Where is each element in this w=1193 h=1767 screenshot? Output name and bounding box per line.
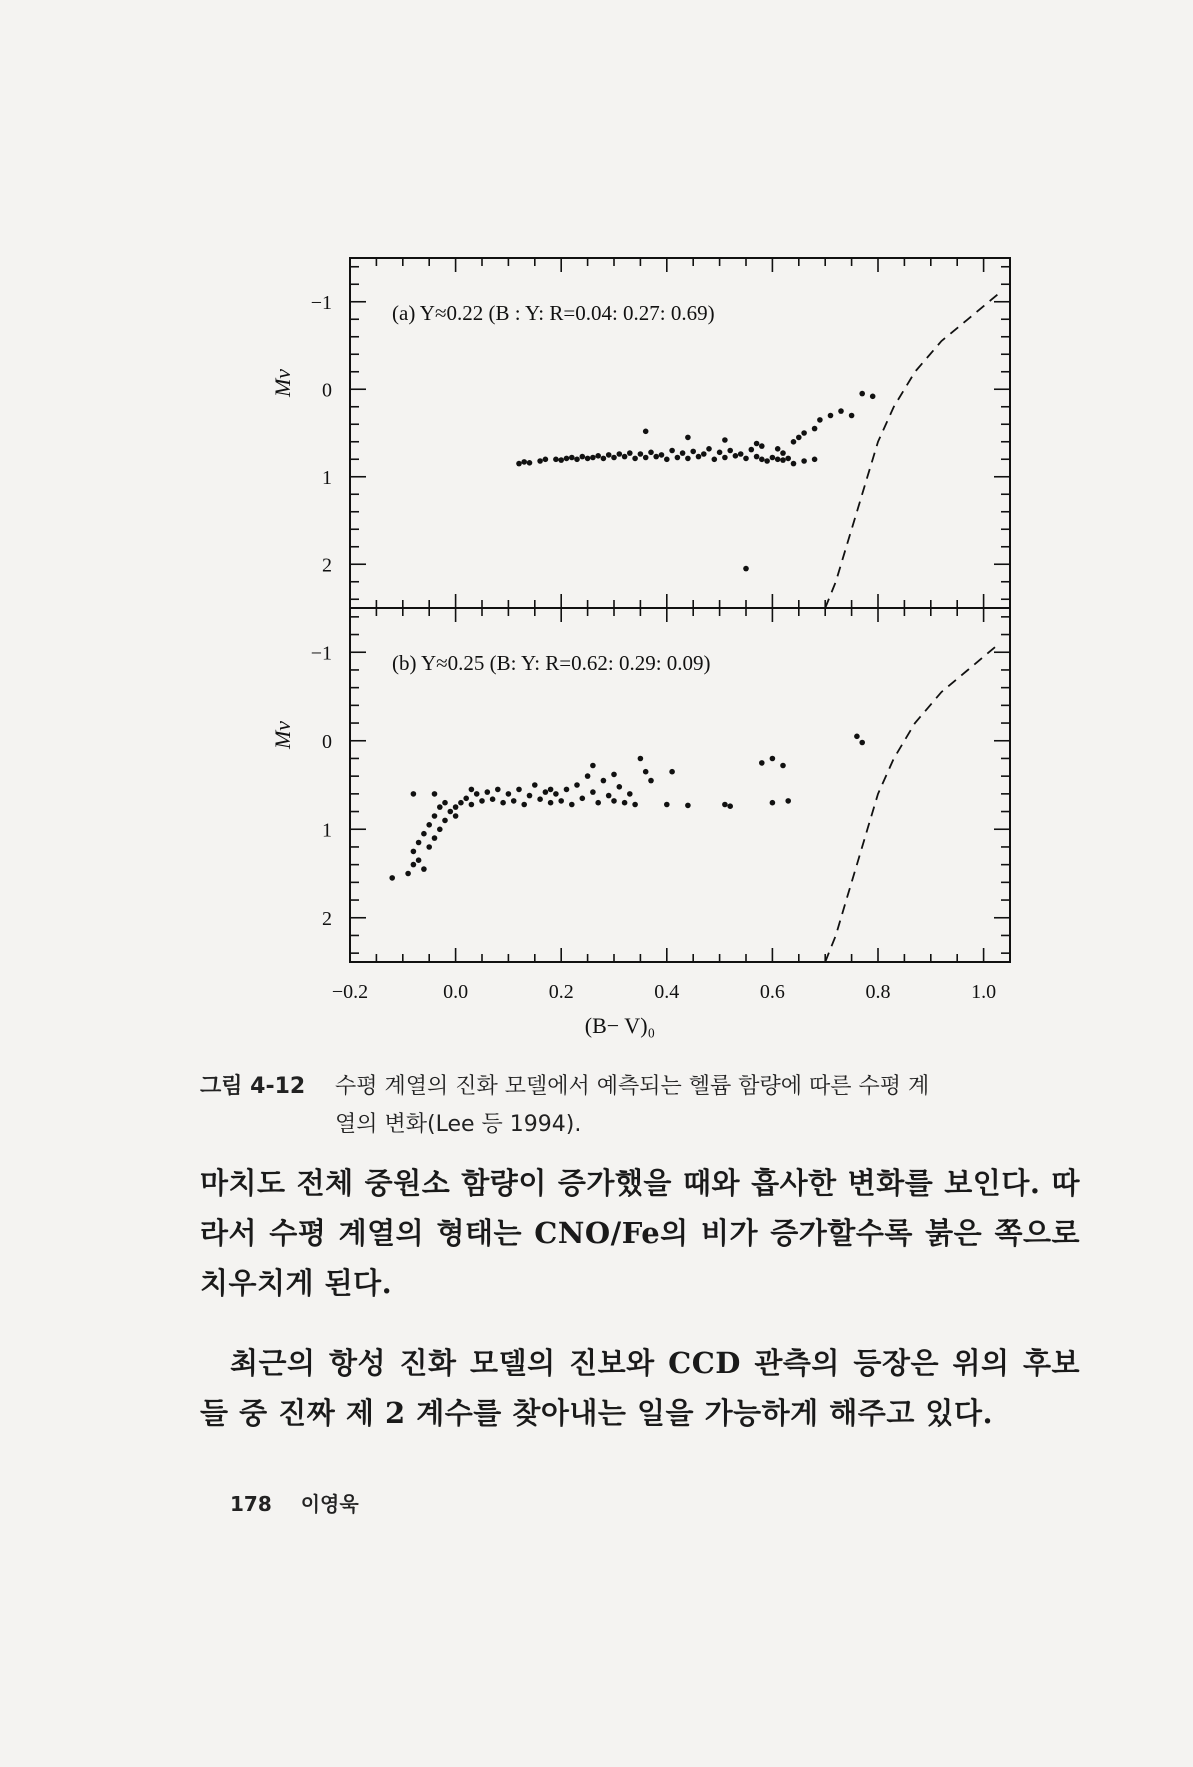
panel-b-data-point xyxy=(590,789,596,795)
panel-a-data-point xyxy=(617,451,623,457)
panel-b-data-point xyxy=(453,804,459,810)
x-axis-title: (B− V)₀ xyxy=(584,1013,656,1038)
panel-b-data-point xyxy=(421,866,427,872)
panel-b-data-point xyxy=(664,802,670,808)
panel-b-data-point xyxy=(648,778,654,784)
panel-a-data-point xyxy=(516,461,522,467)
panel-b-data-point xyxy=(442,800,448,806)
author-name: 이영욱 xyxy=(300,1492,359,1516)
panel-b-data-point xyxy=(453,813,459,819)
panel-a-data-point xyxy=(828,413,834,419)
page-number: 178 xyxy=(230,1492,272,1516)
x-tick-label: 0.8 xyxy=(865,981,891,1003)
panel-a-ytick-label: −1 xyxy=(310,291,332,314)
panel-b-ytick-label: 2 xyxy=(322,907,332,930)
panel-a-data-point xyxy=(558,457,564,463)
panel-b-data-point xyxy=(495,787,501,793)
panel-a-data-point xyxy=(738,451,744,457)
panel-b-data-point xyxy=(564,787,570,793)
panel-a-data-point xyxy=(785,456,791,462)
panel-b-data-point xyxy=(622,800,628,806)
panel-b-data-point xyxy=(405,871,411,877)
panel-b-data-point xyxy=(580,796,586,802)
panel-a-data-point xyxy=(675,455,681,461)
panel-b-data-point xyxy=(643,769,649,775)
panel-b-data-point xyxy=(780,763,786,769)
panel-b-data-point xyxy=(759,760,765,766)
panel-b-data-point xyxy=(469,787,475,793)
panel-b-data-point xyxy=(448,809,454,815)
panel-b-data-point xyxy=(611,798,617,804)
panel-a-data-point xyxy=(696,454,702,460)
panel-a-data-point xyxy=(775,457,781,463)
panel-a-data-point xyxy=(743,456,749,462)
panel-a-data-point xyxy=(685,435,691,441)
panel-a-data-point xyxy=(775,446,781,452)
panel-a-data-point xyxy=(770,455,776,461)
panel-a-data-point xyxy=(643,429,649,435)
x-tick-label: 0.4 xyxy=(654,981,680,1003)
figure-caption xyxy=(200,1068,1080,1144)
panel-b-dashed-curve xyxy=(825,643,999,962)
panel-b-data-point xyxy=(437,804,443,810)
panel-a-data-point xyxy=(638,451,644,457)
panel-b-data-point xyxy=(532,782,538,788)
panel-a-data-point xyxy=(733,453,739,459)
x-tick-label: 0.6 xyxy=(759,981,785,1003)
panel-b-data-point xyxy=(770,756,776,762)
panel-b-data-point xyxy=(627,791,633,797)
panel-b-data-point xyxy=(569,802,575,808)
panel-a-data-point xyxy=(595,453,601,459)
panel-b-data-point xyxy=(638,756,644,762)
panel-a-data-point xyxy=(553,457,559,463)
panel-a-data-point xyxy=(722,437,728,443)
panel-b-data-point xyxy=(437,827,443,833)
x-tick-label: 0.0 xyxy=(443,981,469,1003)
panel-a-data-point xyxy=(764,458,770,464)
panel-b-data-point xyxy=(590,763,596,769)
panel-b-data-point xyxy=(548,787,554,793)
panel-b-data-point xyxy=(558,798,564,804)
panel-a-data-point xyxy=(564,456,570,462)
panel-a-data-point xyxy=(590,455,596,461)
panel-b-data-point xyxy=(479,798,485,804)
panel-a-data-point xyxy=(780,457,786,463)
panel-a-data-point xyxy=(701,451,707,457)
panel-b-data-point xyxy=(521,802,527,808)
panel-a-data-point xyxy=(759,457,765,463)
panel-b-data-point xyxy=(432,813,438,819)
panel-a-annotation: (a) Y≈0.22 (B : Y: R=0.04: 0.27: 0.69) xyxy=(392,301,715,325)
panel-a-ytick-label: 0 xyxy=(322,379,332,402)
panel-b-data-point xyxy=(859,740,865,746)
panel-a-data-point xyxy=(527,460,533,466)
panel-b-ylabel: Mv xyxy=(270,720,295,750)
panel-a-data-point xyxy=(664,457,670,463)
panel-a-data-point xyxy=(569,455,575,461)
panel-a-data-point xyxy=(743,566,749,572)
panel-b-data-point xyxy=(506,791,512,797)
panel-b-data-point xyxy=(463,796,469,802)
caption-line-1: 수평 계열의 진화 모델에서 예측되는 헬륨 함량에 따른 수평 계 xyxy=(335,1074,930,1099)
panel-a-data-point xyxy=(801,458,807,464)
panel-a-data-point xyxy=(690,449,696,455)
panel-a-data-point xyxy=(606,452,612,458)
panel-b-data-point xyxy=(485,789,491,795)
panel-b-data-point xyxy=(469,802,475,808)
panel-a-data-point xyxy=(859,391,865,397)
panel-a-ylabel: Mv xyxy=(270,368,295,398)
panel-b-data-point xyxy=(537,796,543,802)
panel-a-data-point xyxy=(585,456,591,462)
panel-b xyxy=(270,608,1010,962)
panel-b-data-point xyxy=(585,773,591,779)
panel-b-data-point xyxy=(543,789,549,795)
panel-b-ytick-label: 0 xyxy=(322,730,332,753)
panel-b-data-point xyxy=(411,791,417,797)
panel-b-data-point xyxy=(854,734,860,740)
caption-line-2: 열의 변화(Lee 등 1994). xyxy=(335,1112,582,1137)
panel-b-data-point xyxy=(490,796,496,802)
panel-a-data-point xyxy=(812,457,818,463)
panel-a-data-point xyxy=(537,458,543,464)
panel-b-data-point xyxy=(727,803,733,809)
panel-b-data-point xyxy=(553,791,559,797)
panel-a-data-point xyxy=(791,461,797,467)
panel-b-ytick-label: 1 xyxy=(322,819,332,842)
panel-b-ytick-label: −1 xyxy=(310,642,332,665)
panel-a-data-point xyxy=(759,443,765,449)
panel-b-data-point xyxy=(426,844,432,850)
x-tick-label: 1.0 xyxy=(971,981,997,1003)
panel-a-ytick-label: 2 xyxy=(322,554,332,577)
panel-a-dashed-curve xyxy=(825,293,999,608)
panel-b-data-point xyxy=(632,802,638,808)
panel-a-data-point xyxy=(580,454,586,460)
panel-b-data-point xyxy=(785,798,791,804)
panel-b-data-point xyxy=(411,849,417,855)
panel-a-data-point xyxy=(685,456,691,462)
panel-a-data-point xyxy=(659,452,665,458)
panel-a xyxy=(270,258,1010,608)
panel-b-data-point xyxy=(548,800,554,806)
panel-a-data-point xyxy=(838,408,844,414)
panel-b-data-point xyxy=(511,798,517,804)
panel-a-data-point xyxy=(521,459,527,465)
x-tick-label: −0.2 xyxy=(331,981,369,1003)
panel-a-data-point xyxy=(749,447,755,453)
panel-b-data-point xyxy=(516,787,522,793)
panel-a-data-point xyxy=(648,450,654,456)
panel-a-data-point xyxy=(574,457,580,463)
panel-a-data-point xyxy=(653,454,659,460)
panel-b-data-point xyxy=(617,784,623,790)
x-tick-labels xyxy=(332,981,996,1003)
panel-b-data-point xyxy=(411,862,417,868)
panel-b-data-point xyxy=(669,769,675,775)
panel-a-data-point xyxy=(754,454,760,460)
panel-a-data-point xyxy=(780,450,786,456)
panel-a-data-point xyxy=(680,450,686,456)
panel-a-ytick-label: 1 xyxy=(322,466,332,489)
panel-b-data-point xyxy=(685,803,691,809)
panel-a-data-point xyxy=(849,413,855,419)
panel-a-data-point xyxy=(712,457,718,463)
panel-a-data-point xyxy=(870,394,876,400)
panel-a-data-point xyxy=(622,454,628,460)
panel-a-data-point xyxy=(643,455,649,461)
panel-a-data-point xyxy=(706,446,712,452)
panel-b-data-point xyxy=(474,791,480,797)
panel-a-data-point xyxy=(812,426,818,432)
panel-a-data-point xyxy=(543,457,549,463)
panel-a-data-point xyxy=(717,450,723,456)
panel-b-data-point xyxy=(611,772,617,778)
panel-b-data-point xyxy=(426,822,432,828)
panel-b-data-point xyxy=(416,840,422,846)
panel-a-data-point xyxy=(722,455,728,461)
panel-b-data-point xyxy=(432,791,438,797)
panel-b-data-point xyxy=(500,800,506,806)
panel-a-data-point xyxy=(817,417,823,423)
panel-b-data-point xyxy=(606,793,612,799)
caption-label: 그림 4-12 xyxy=(200,1074,306,1099)
panel-b-data-point xyxy=(421,831,427,837)
panel-b-data-point xyxy=(527,793,533,799)
panel-b-data-point xyxy=(601,778,607,784)
x-tick-label: 0.2 xyxy=(548,981,574,1003)
panel-b-data-point xyxy=(416,857,422,863)
panel-a-data-point xyxy=(669,448,675,454)
paragraph-2: 최근의 항성 진화 모델의 진보와 CCD 관측의 등장은 위의 후보들 중 진짜 제 2 계수를 찾아내는 일을 가능하게 해주고 있다. xyxy=(200,1346,1080,1430)
panel-a-data-point xyxy=(791,439,797,445)
panel-a-data-point xyxy=(601,456,607,462)
panel-a-data-point xyxy=(801,430,807,436)
panel-a-data-point xyxy=(632,456,638,462)
page-footer xyxy=(230,1488,359,1517)
panel-b-data-point xyxy=(389,875,395,881)
panel-b-data-point xyxy=(574,782,580,788)
panel-b-data-point xyxy=(442,818,448,824)
panel-a-data-point xyxy=(796,435,802,441)
panel-b-data-point xyxy=(722,802,728,808)
panel-b-data-point xyxy=(770,800,776,806)
panel-a-data-point xyxy=(627,450,633,456)
paragraph-1: 마치도 전체 중원소 함량이 증가했을 때와 흡사한 변화를 보인다. 따라서 수평 계열의 형태는 CNO/Fe의 비가 증가할수록 붉은 쪽으로 치우치게 된다. xyxy=(200,1166,1080,1300)
panel-b-annotation: (b) Y≈0.25 (B: Y: R=0.62: 0.29: 0.09) xyxy=(392,651,711,675)
panel-a-data-point xyxy=(727,448,733,454)
panel-b-data-point xyxy=(432,835,438,841)
panel-b-data-point xyxy=(458,800,464,806)
panel-b-data-point xyxy=(595,800,601,806)
panel-a-data-point xyxy=(611,455,617,461)
panel-a-data-point xyxy=(754,441,760,447)
